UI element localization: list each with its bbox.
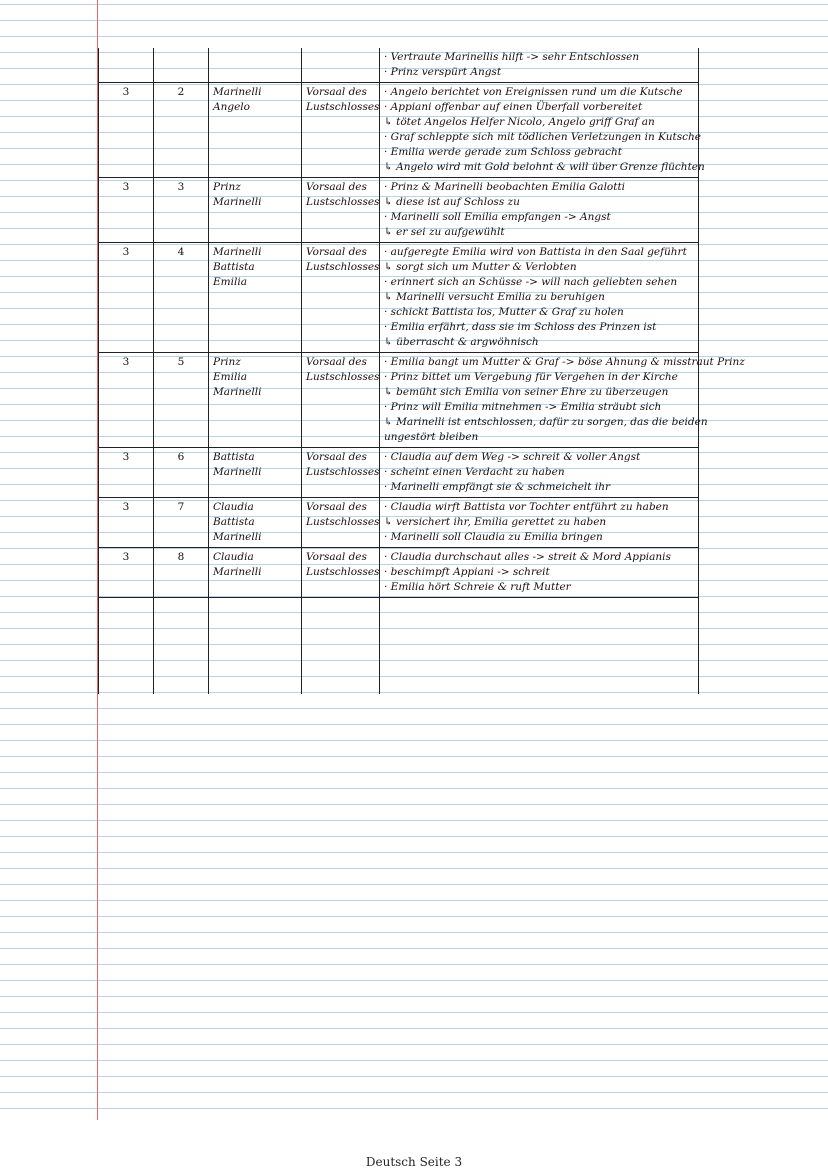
content-note-line: · Emilia werde gerade zum Schloss gebracht xyxy=(384,146,622,158)
empty-cell xyxy=(154,598,209,695)
content-note-line: · aufgeregte Emilia wird von Battista in den Saal geführt xyxy=(384,246,687,258)
act-cell: 3 xyxy=(99,178,154,243)
content-note-line: · Prinz verspürt Angst xyxy=(384,66,502,78)
scene-number-cell: 3 xyxy=(154,178,209,243)
location-cell xyxy=(302,448,380,498)
page-footer: Deutsch Seite 3 xyxy=(365,1155,463,1169)
scene-number-cell: 2 xyxy=(154,83,209,178)
content-cell xyxy=(380,448,699,498)
content-note-line: ungestört bleiben xyxy=(384,431,479,443)
scene-row xyxy=(99,83,699,178)
character-name: Prinz xyxy=(213,181,241,193)
content-note-line: · beschimpft Appiani -> schreit xyxy=(384,566,550,578)
location-line: Vorsaal des xyxy=(306,86,367,98)
content-note-line: ↳ sorgt sich um Mutter & Verlobten xyxy=(384,261,577,273)
location-cell xyxy=(302,498,380,548)
scene-row xyxy=(99,548,699,598)
content-cell xyxy=(380,48,699,83)
location-line: Vorsaal des xyxy=(306,181,367,193)
character-name: Battista xyxy=(213,261,255,273)
content-note-line: · scheint einen Verdacht zu haben xyxy=(384,466,565,478)
content-note-line: ↳ diese ist auf Schloss zu xyxy=(384,196,520,208)
content-note-line: · Prinz will Emilia mitnehmen -> Emilia sträubt sich xyxy=(384,401,662,413)
act-cell: 3 xyxy=(99,448,154,498)
character-name: Marinelli xyxy=(213,386,262,398)
location-line: Vorsaal des xyxy=(306,501,367,513)
content-cell xyxy=(380,353,745,448)
location-line: Lustschlosses xyxy=(306,196,380,208)
character-name: Claudia xyxy=(213,551,254,563)
scene-number-cell xyxy=(154,48,209,83)
characters-cell xyxy=(209,243,302,353)
empty-cell xyxy=(209,598,302,695)
act-cell: 3 xyxy=(99,548,154,598)
content-note-line: ↳ tötet Angelos Helfer Nicolo, Angelo griff Graf an xyxy=(384,116,655,128)
scene-row xyxy=(99,498,699,548)
act-cell: 3 xyxy=(99,498,154,548)
empty-cell xyxy=(99,598,154,695)
content-note-line: · Marinelli soll Emilia empfangen -> Angst xyxy=(384,211,611,223)
character-name: Battista xyxy=(213,451,255,463)
location-line: Vorsaal des xyxy=(306,356,367,368)
location-line: Lustschlosses xyxy=(306,516,380,528)
empty-table-extension xyxy=(99,598,699,695)
content-note-line: ↳ versichert ihr, Emilia gerettet zu haben xyxy=(384,516,607,528)
character-name: Emilia xyxy=(213,371,247,383)
scene-row xyxy=(99,448,699,498)
characters-cell xyxy=(209,83,302,178)
characters-cell xyxy=(209,48,302,83)
scene-row xyxy=(99,178,699,243)
content-note-line: · Claudia wirft Battista vor Tochter entführt zu haben xyxy=(384,501,669,513)
character-name: Claudia xyxy=(213,501,254,513)
act-cell: 3 xyxy=(99,83,154,178)
location-line: Lustschlosses xyxy=(306,101,380,113)
content-note-line: · Prinz bittet um Vergebung für Vergehen in der Kirche xyxy=(384,371,678,383)
location-line: Lustschlosses xyxy=(306,261,380,273)
act-cell xyxy=(99,48,154,83)
content-cell xyxy=(380,548,699,598)
character-name: Angelo xyxy=(213,101,250,113)
content-cell xyxy=(380,498,699,548)
content-note-line: ↳ überrascht & argwöhnisch xyxy=(384,336,539,348)
location-line: Lustschlosses xyxy=(306,371,380,383)
content-note-line: · Claudia auf dem Weg -> schreit & voller Angst xyxy=(384,451,641,463)
content-note-line: · Emilia bangt um Mutter & Graf -> böse Ahnung & misstraut Prinz xyxy=(384,356,745,368)
content-note-line: · Graf schleppte sich mit tödlichen Verletzungen in Kutsche xyxy=(384,131,701,143)
character-name: Prinz xyxy=(213,356,241,368)
character-name: Marinelli xyxy=(213,566,262,578)
character-name: Marinelli xyxy=(213,196,262,208)
location-line: Lustschlosses xyxy=(306,466,380,478)
location-line: Lustschlosses xyxy=(306,566,380,578)
location-cell xyxy=(302,243,380,353)
location-cell xyxy=(302,48,380,83)
content-note-line: ↳ Marinelli versucht Emilia zu beruhigen xyxy=(384,291,605,303)
empty-cell xyxy=(380,598,699,695)
character-name: Marinelli xyxy=(213,86,262,98)
location-line: Vorsaal des xyxy=(306,451,367,463)
content-note-line: · Prinz & Marinelli beobachten Emilia Galotti xyxy=(384,181,626,193)
character-name: Battista xyxy=(213,516,255,528)
content-note-line: · schickt Battista los, Mutter & Graf zu holen xyxy=(384,306,624,318)
content-note-line: · Appiani offenbar auf einen Überfall vorbereitet xyxy=(384,101,643,113)
content-note-line: · Emilia erfährt, dass sie im Schloss des Prinzen ist xyxy=(384,321,657,333)
characters-cell xyxy=(209,548,302,598)
act-cell: 3 xyxy=(99,353,154,448)
scene-row xyxy=(99,353,699,448)
content-note-line: ↳ er sei zu aufgewühlt xyxy=(384,226,505,238)
content-note-line: · Marinelli soll Claudia zu Emilia bringen xyxy=(384,531,603,543)
content-note-line: · Marinelli empfängt sie & schmeichelt ihr xyxy=(384,481,610,493)
content-note-line: ↳ bemüht sich Emilia von seiner Ehre zu überzeugen xyxy=(384,386,669,398)
location-line: Vorsaal des xyxy=(306,551,367,563)
content-cell xyxy=(380,243,699,353)
scene-overview-table xyxy=(98,48,745,694)
character-name: Marinelli xyxy=(213,466,262,478)
characters-cell xyxy=(209,178,302,243)
content-note-line: · Emilia hört Schreie & ruft Mutter xyxy=(384,581,571,593)
character-name: Emilia xyxy=(213,276,247,288)
content-cell xyxy=(380,178,699,243)
characters-cell xyxy=(209,353,302,448)
empty-cell xyxy=(302,598,380,695)
scene-row xyxy=(99,48,699,83)
location-cell xyxy=(302,548,380,598)
content-note-line: · Angelo berichtet von Ereignissen rund um die Kutsche xyxy=(384,86,683,98)
location-cell xyxy=(302,353,380,448)
content-note-line: · erinnert sich an Schüsse -> will nach geliebten sehen xyxy=(384,276,678,288)
scene-number-cell: 4 xyxy=(154,243,209,353)
characters-cell xyxy=(209,498,302,548)
content-note-line: ↳ Angelo wird mit Gold belohnt & will über Grenze flüchten xyxy=(384,161,705,173)
content-cell xyxy=(380,83,705,178)
act-cell: 3 xyxy=(99,243,154,353)
scene-number-cell: 8 xyxy=(154,548,209,598)
scene-number-cell: 5 xyxy=(154,353,209,448)
scene-number-cell: 6 xyxy=(154,448,209,498)
content-note-line: · Vertraute Marinellis hilft -> sehr Entschlossen xyxy=(384,51,640,63)
scene-row xyxy=(99,243,699,353)
characters-cell xyxy=(209,448,302,498)
location-cell xyxy=(302,178,380,243)
scene-table-body xyxy=(99,48,745,694)
location-cell xyxy=(302,83,380,178)
character-name: Marinelli xyxy=(213,246,262,258)
content-note-line: · Claudia durchschaut alles -> streit & Mord Appianis xyxy=(384,551,671,563)
scene-number-cell: 7 xyxy=(154,498,209,548)
location-line: Vorsaal des xyxy=(306,246,367,258)
content-note-line: ↳ Marinelli ist entschlossen, dafür zu sorgen, das die beiden xyxy=(384,416,708,428)
character-name: Marinelli xyxy=(213,531,262,543)
